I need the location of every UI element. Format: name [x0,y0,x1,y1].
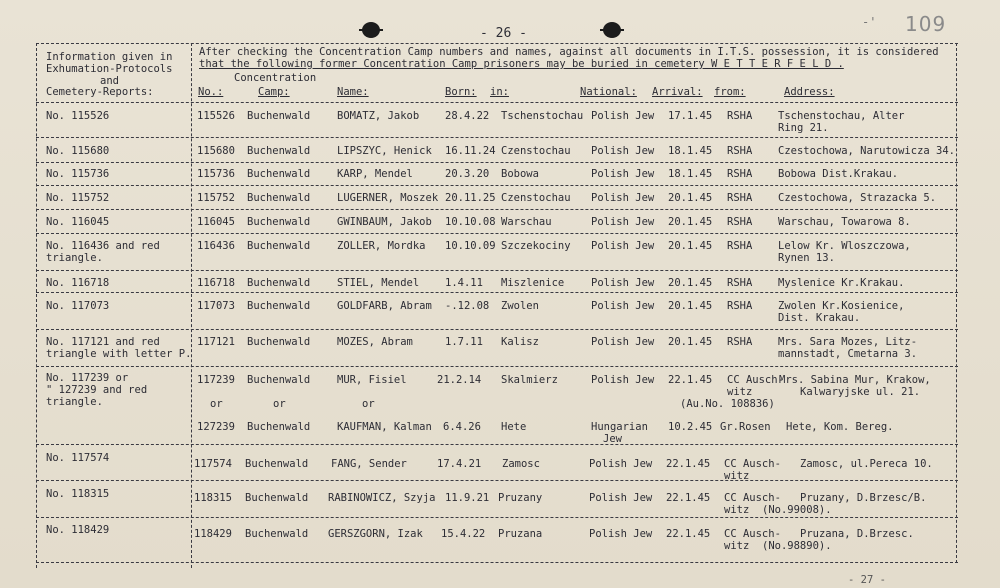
from-cell: RSHA [727,277,753,289]
column-divider [191,43,192,568]
info-cell: No. 116718 [46,277,110,289]
born-date-cell: 15.4.22 [441,528,486,540]
name-cell: LIPSZYC, Henick [337,145,432,157]
info-cell: triangle. [46,252,103,264]
arrival-cell: 18.1.45 [668,145,713,157]
column-header-address: Address: [784,86,835,98]
info-cell: No. 118315 [46,488,110,500]
nationality-cell: Polish Jew [591,300,655,312]
column-header-arrival: Arrival: [652,86,703,98]
arrival-cell: 22.1.45 [668,374,713,386]
nationality-cell: Polish Jew [589,458,653,470]
born-date-cell: 10.10.08 [445,216,496,228]
camp-cell: Buchenwald [245,458,309,470]
from-cell: RSHA [727,110,753,122]
nationality-cell: Polish Jew [591,192,655,204]
born-place-cell: Skalmierz [501,374,558,386]
arrival-cell: 22.1.45 [666,458,711,470]
info-cell: No. 117121 and red [46,336,160,348]
born-place-cell: Pruzana [498,528,543,540]
from-cell: RSHA [727,145,753,157]
arrival-cell: 20.1.45 [668,240,713,252]
address-cell: Mrs. Sara Mozes, Litz- [778,336,918,348]
nationality-cell: Jew [603,433,622,445]
arrival-cell: 20.1.45 [668,336,713,348]
name-cell: RABINOWICZ, Szyja [328,492,436,504]
name-cell: GWINBAUM, Jakob [337,216,432,228]
name-cell: GERSZGORN, Izak [328,528,423,540]
camp-cell: Buchenwald [247,300,311,312]
nationality-cell: Polish Jew [591,216,655,228]
column-header-camp: Camp: [258,86,290,98]
table-border-bottom [36,562,958,563]
nationality-cell: Polish Jew [589,528,653,540]
info-cell: No. 116045 [46,216,110,228]
name-cell: GOLDFARB, Abram [337,300,432,312]
camp-cell: Buchenwald [245,492,309,504]
address-cell: Ring 21. [778,122,829,134]
prisoner-number: 115526 [197,110,235,122]
address-cell: Zwolen Kr.Kosienice, [778,300,905,312]
address-cell: Pruzany, D.Brzesc/B. [800,492,927,504]
info-cell: " 127239 and red [46,384,148,396]
born-date-cell: 11.9.21 [445,492,490,504]
row-divider [36,270,958,271]
name-cell: LUGERNER, Moszek [337,192,439,204]
from-cell: witz [724,540,750,552]
from-cell: RSHA [727,240,753,252]
intro-line: After checking the Concentration Camp numbers and names, against all documents in I.T.S. possession, it is considered [199,46,939,58]
punch-hole-right [603,22,621,38]
born-date-cell: 16.11.24 [445,145,496,157]
from-cell: RSHA [727,192,753,204]
table-border-right [956,43,957,563]
info-cell: No. 117574 [46,452,110,464]
row-divider [36,329,958,330]
born-date-cell: 28.4.22 [445,110,490,122]
or-label: or [362,398,375,410]
from-cell: CC Ausch- [724,492,781,504]
address-cell: Bobowa Dist.Krakau. [778,168,899,180]
camp-cell: Buchenwald [247,110,311,122]
arrival-cell: 20.1.45 [668,277,713,289]
address-cell: Dist. Krakau. [778,312,861,324]
arrival-cell: 20.1.45 [668,192,713,204]
born-place-cell: Czenstochau [501,192,571,204]
born-date-cell: 17.4.21 [437,458,482,470]
arrival-cell: 20.1.45 [668,216,713,228]
column-header-no: No.: [198,86,224,98]
address-cell: Zamosc, ul.Pereca 10. [800,458,933,470]
table-border-left [36,43,37,568]
arrival-cell: 22.1.45 [666,528,711,540]
column-header-in: in: [490,86,509,98]
born-date-cell: 10.10.09 [445,240,496,252]
table-border-top [36,43,958,44]
prisoner-number: 118429 [194,528,232,540]
info-cell: No. 117073 [46,300,110,312]
born-place-cell: Warschau [501,216,552,228]
page-footer: - 27 - [848,574,886,586]
nationality-cell: Polish Jew [591,110,655,122]
camp-cell: Buchenwald [247,277,311,289]
born-place-cell: Czenstochau [501,145,571,157]
or-label: or [273,398,286,410]
camp-cell: Buchenwald [245,528,309,540]
nationality-cell: Polish Jew [591,277,655,289]
row-divider [36,185,958,186]
born-place-cell: Zamosc [502,458,540,470]
address-cell: mannstadt, Cmetarna 3. [778,348,918,360]
address-cell: Hete, Kom. Bereg. [786,421,894,433]
from-cell: RSHA [727,168,753,180]
address-cell: Mrs. Sabina Mur, Krakow, [779,374,931,386]
header-divider [36,102,958,103]
address-cell: Lelow Kr. Wloszczowa, [778,240,911,252]
from-cell: RSHA [727,216,753,228]
prisoner-number: 127239 [197,421,235,433]
name-cell: ZOLLER, Mordka [337,240,426,252]
archive-stamp-number: 109 [905,12,947,36]
column-header-born: Born: [445,86,477,98]
prisoner-number: 115680 [197,145,235,157]
from-cell: CC Ausch- [724,458,781,470]
born-place-cell: Zwolen [501,300,539,312]
prisoner-number: 117121 [197,336,235,348]
prisoner-number: 116718 [197,277,235,289]
row-divider [36,209,958,210]
from-cell: RSHA [727,336,753,348]
arrival-cell: 18.1.45 [668,168,713,180]
arrival-cell: 10.2.45 [668,421,713,433]
born-date-cell: 6.4.26 [443,421,481,433]
address-cell: Czestochowa, Narutowicza 34. [778,145,956,157]
address-cell: Kalwaryjske ul. 21. [800,386,921,398]
from-cell: Gr.Rosen [720,421,771,433]
address-cell: Tschenstochau, Alter [778,110,905,122]
prisoner-number: 118315 [194,492,232,504]
address-cell: Czestochowa, Strazacka 5. [778,192,937,204]
nationality-cell: Polish Jew [591,145,655,157]
name-cell: STIEL, Mendel [337,277,420,289]
born-place-cell: Pruzany [498,492,543,504]
born-date-cell: -.12.08 [445,300,490,312]
born-place-cell: Miszlenice [501,277,565,289]
name-cell: FANG, Sender [331,458,407,470]
info-cell: No. 117239 or [46,372,129,384]
born-date-cell: 20.11.25 [445,192,496,204]
info-cell: No. 118429 [46,524,110,536]
camp-cell: Buchenwald [247,374,311,386]
intro-line: that the following former Concentration Camp prisoners may be buried in cemetery W E T T E R F E L D . [199,58,844,70]
left-title-line: Exhumation-Protocols [46,63,173,75]
column-header-name: Name: [337,86,369,98]
address-cell: (No.99008). [762,504,832,516]
from-cell: CC Ausch- [727,374,784,386]
from-cell: witz [727,386,753,398]
nationality-cell: Polish Jew [591,240,655,252]
row-divider [36,162,958,163]
left-title-line: Information given in [46,51,173,63]
camp-cell: Buchenwald [247,421,311,433]
row-divider [36,480,958,481]
column-header-camp-top: Concentration [234,72,317,84]
born-place-cell: Kalisz [501,336,539,348]
row-divider [36,137,958,138]
info-cell: No. 115680 [46,145,110,157]
stamp-mark: -' [862,15,877,29]
or-label: or [210,398,223,410]
arrival-cell: 17.1.45 [668,110,713,122]
camp-cell: Buchenwald [247,145,311,157]
born-place-cell: Bobowa [501,168,539,180]
row-divider [36,233,958,234]
address-cell: Warschau, Towarowa 8. [778,216,911,228]
from-cell: witz [724,504,750,516]
row-divider [36,444,958,445]
address-cell: Myslenice Kr.Krakau. [778,277,905,289]
page-number: - 26 - [480,26,527,41]
from-cell: RSHA [727,300,753,312]
nationality-cell: Polish Jew [589,492,653,504]
info-cell: No. 115752 [46,192,110,204]
prisoner-number: 117574 [194,458,232,470]
born-place-cell: Hete [501,421,527,433]
nationality-cell: Polish Jew [591,374,655,386]
left-title-line: and [100,75,119,87]
prisoner-number: 115736 [197,168,235,180]
prisoner-number: 117239 [197,374,235,386]
camp-cell: Buchenwald [247,192,311,204]
arrival-cell: 20.1.45 [668,300,713,312]
address-cell: Rynen 13. [778,252,835,264]
name-cell: MOZES, Abram [337,336,413,348]
arrival-cell: 22.1.45 [666,492,711,504]
info-cell: No. 116436 and red [46,240,160,252]
born-place-cell: Szczekociny [501,240,571,252]
nationality-cell: Polish Jew [591,168,655,180]
from-cell: witz [724,470,750,482]
name-cell: KAUFMAN, Kalman [337,421,432,433]
camp-cell: Buchenwald [247,240,311,252]
address-cell: Pruzana, D.Brzesc. [800,528,914,540]
born-place-cell: Tschenstochau [501,110,584,122]
info-cell: triangle with letter P. [46,348,192,360]
camp-cell: Buchenwald [247,168,311,180]
camp-cell: Buchenwald [247,216,311,228]
row-divider [36,517,958,518]
column-header-national: National: [580,86,637,98]
address-cell: (No.98890). [762,540,832,552]
row-divider [36,366,958,367]
name-cell: BOMATZ, Jakob [337,110,420,122]
name-cell: MUR, Fisiel [337,374,407,386]
column-header-from: from: [714,86,746,98]
prisoner-number: 116045 [197,216,235,228]
nationality-cell: Hungarian [591,421,648,433]
row-divider [36,292,958,293]
punch-hole-left [362,22,380,38]
nationality-cell: Polish Jew [591,336,655,348]
prisoner-number: 115752 [197,192,235,204]
info-cell: triangle. [46,396,103,408]
camp-cell: Buchenwald [247,336,311,348]
name-cell: KARP, Mendel [337,168,413,180]
auschwitz-number: (Au.No. 108836) [680,398,775,410]
info-cell: No. 115736 [46,168,110,180]
born-date-cell: 20.3.20 [445,168,490,180]
born-date-cell: 1.4.11 [445,277,483,289]
born-date-cell: 21.2.14 [437,374,482,386]
left-title-line: Cemetery-Reports: [46,86,154,98]
info-cell: No. 115526 [46,110,110,122]
prisoner-number: 117073 [197,300,235,312]
from-cell: CC Ausch- [724,528,781,540]
prisoner-number: 116436 [197,240,235,252]
born-date-cell: 1.7.11 [445,336,483,348]
